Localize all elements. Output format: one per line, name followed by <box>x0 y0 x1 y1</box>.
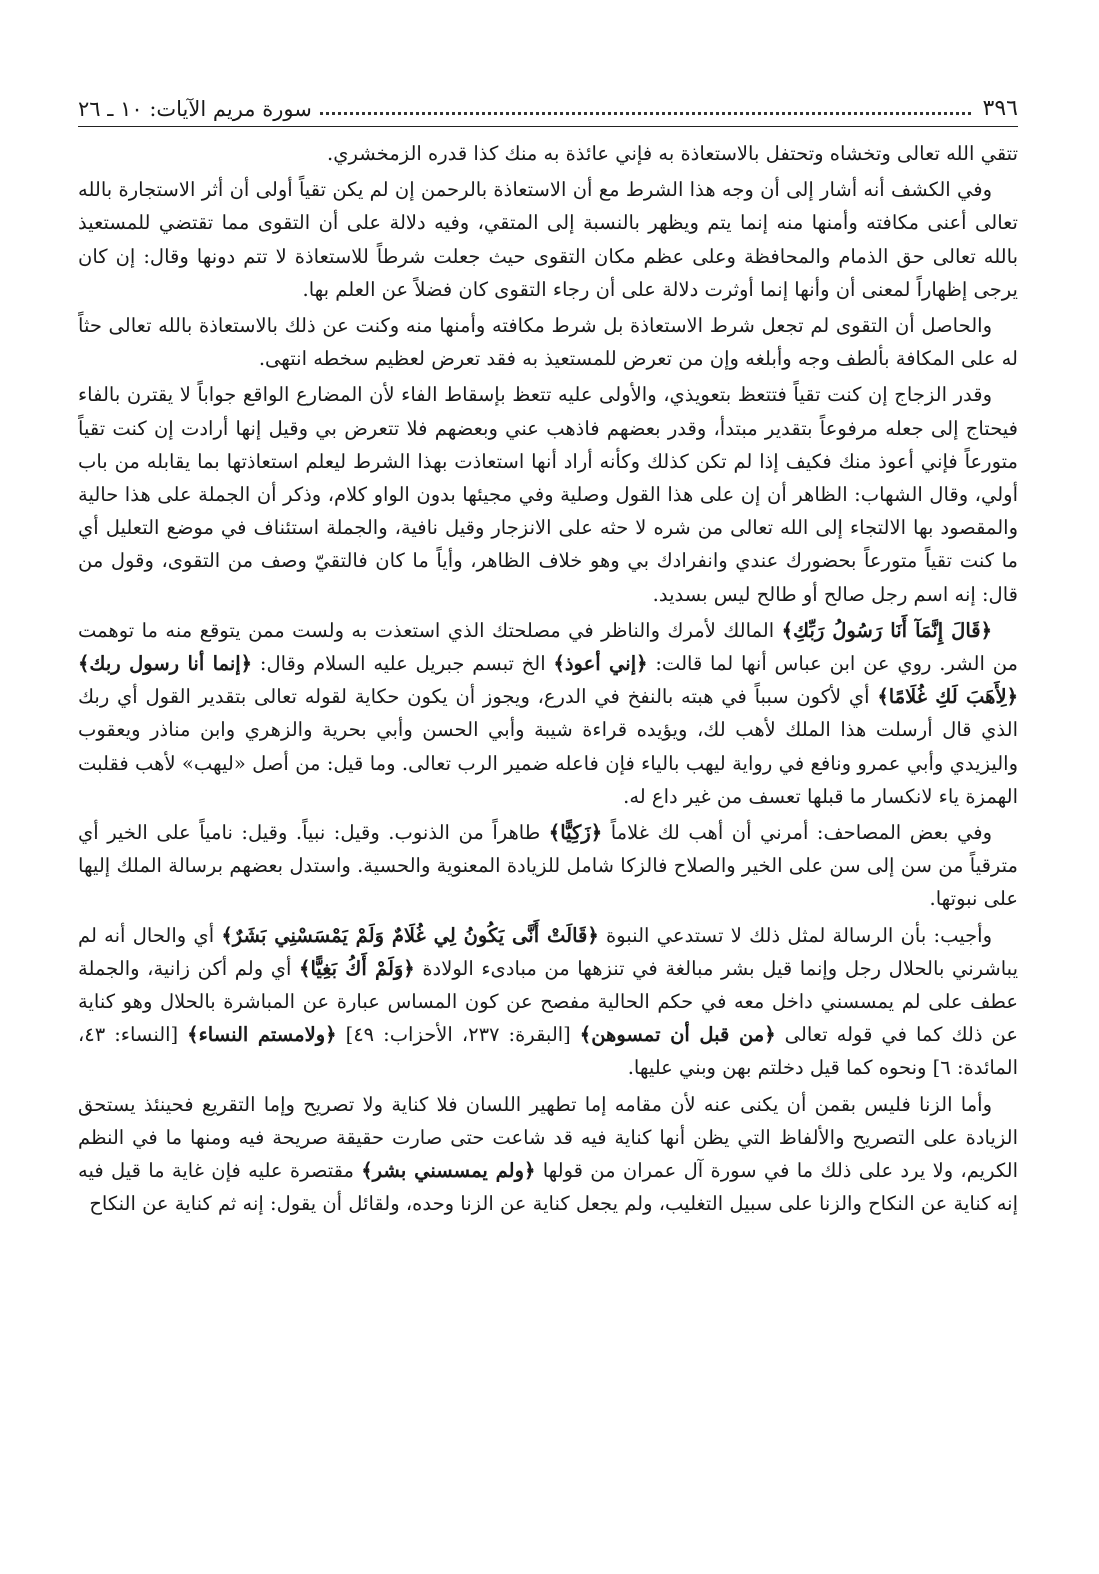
quran-quote: ﴿إنما أنا رسول ربك﴾ <box>78 652 253 676</box>
running-header <box>78 84 1018 120</box>
paragraph <box>78 919 1018 1085</box>
text-run: أي والحال أنه لم يباشرني بالحلال رجل وإنما قيل بشر مبالغة في تنزهها من مبادىء الولادة <box>78 923 1018 980</box>
paragraph <box>78 816 1018 916</box>
quran-quote: ﴿إني أعوذ﴾ <box>553 652 648 676</box>
text-run: المالك لأمرك والناظر في مصلحتك الذي استعذت به ولست ممن يتوقع منه ما توهمت من الشر. روي عن ابن عباس أنها لما قالت: <box>78 618 1018 676</box>
text-run: [النساء: ٤٣، المائدة: ٦] ونحوه كما قيل دخلتم بهن وبني عليها. <box>78 1023 1018 1080</box>
quran-quote: ﴿وَلَمْ أَكُ بَغِيًّا﴾ <box>299 956 415 980</box>
paragraph <box>78 378 1018 610</box>
text-run: [البقرة: ٢٣٧، الأحزاب: ٤٩] <box>336 1023 580 1047</box>
header-rule <box>78 126 1018 127</box>
page-number: ٣٩٦ <box>982 96 1018 121</box>
quran-quote: ﴿من قبل أن تمسوهن﴾ <box>579 1023 776 1047</box>
text-run: أي لأكون سبباً في هبته بالنفخ في الدرع، ويجوز أن يكون حكاية لقوله تعالى بتقدير القول أي ربك الذي قال أرسلت هذا الملك لأهب لك، ويؤيده قراءة شيبة وأبي الحسن وأبي بحرية والزهري وابن مناذر ويعقوب واليزيدي وأبي عمرو ونافع في رواية ليهب بالياء فإن فاعله ضمير الرب تعالى. وما قيل: من أصل «ليهب» لأهب فقلبت الهمزة ياء لانكسار ما قبلها تعسف من غير داع له. <box>78 685 1018 808</box>
book-page <box>78 84 1018 1554</box>
text-run: تتقي الله تعالى وتخشاه وتحتفل بالاستعاذة به فإني عائذة به منك كذا قدره الزمخشري. <box>327 142 1018 165</box>
quran-quote: ﴿قَالَتْ أَنَّى يَكُونُ لِي غُلَامٌ وَلَمْ يَمْسَسْنِي بَشَرٌ﴾ <box>221 923 599 947</box>
text-run: وقدر الزجاج إن كنت تقياً فتتعظ بتعويذي، والأولى عليه تتعظ بإسقاط الفاء لأن المضارع الواقع جواباً لا يقترن بالفاء فيحتاج إلى جعله مرفوعاً بتقدير مبتدأ، وقدر بعضهم فاذهب عني وبعضهم فلا تتعرض بي وقيل إنها أرادت إن كنت تقياً متورعاً فإني أعوذ منك فكيف إذا لم تكن كذلك وكأنه أراد أنها استعاذت بهذا الشرط ليعلم استعاذتها بما يقابله من باب أولي، وقال الشهاب: الظاهر أن إن على هذا القول وصلية وفي مجيئها بدون الواو كلام، وذكر أن الجملة على هذا حالية والمقصود بها الالتجاء إلى الله تعالى من شره لا حثه على الانزجار وقيل نافية، والجملة استئناف في موضع التعليل أي ما كنت تقياً متورعاً بحضورك عندي وانفرادك بي وهو خلاف الظاهر، وأياً ما كان فالتقيّ وصف من التقوى، وقول من قال: إنه اسم رجل صالح أو طالح ليس بسديد. <box>78 383 1018 606</box>
paragraph <box>78 173 1018 306</box>
text-run: وأما الزنا فليس بقمن أن يكنى عنه لأن مقامه إما تطهير اللسان فلا كناية ولا تصريح وإما التقريع فحينئذ يستحق الزيادة على التصريح والألفاظ التي يظن أنها كناية فيه قد شاعت حتى صارت حقيقة صريحة فيه ومنها ما في النظم الكريم، ولا يرد على ذلك ما في سورة آل عمران من قولها <box>78 1092 1018 1183</box>
text-run: مقتصرة عليه فإن غاية ما قيل فيه إنه كناية عن النكاح والزنا على سبيل التغليب، ولم يجعل كناية عن الزنا وحده، ولقائل أن يقول: إنه ثم كناية عن النكاح <box>78 1159 1018 1216</box>
text-run: الخ تبسم جبريل عليه السلام وقال: <box>252 652 554 676</box>
section-title: سورة مريم الآيات: ١٠ ـ ٢٦ <box>78 97 312 121</box>
text-run: أي ولم أكن زانية، والجملة عطف على لم يمسسني داخل معه في حكم الحالية مفصح عن كون المساس عبارة عن المباشرة بالحلال وهو كناية عن ذلك كما في قوله تعالى <box>78 956 1018 1047</box>
paragraph <box>78 1088 1018 1221</box>
paragraph <box>78 309 1018 375</box>
quran-quote: ﴿لِأَهَبَ لَكِ غُلَامًا﴾ <box>877 685 1018 709</box>
text-run: والحاصل أن التقوى لم تجعل شرط الاستعاذة بل شرط مكافته وأمنها منه وكنت عن ذلك بالاستعاذة بالله تعالى حثاً له على المكافة بألطف وجه وأبلغه وإن من تعرض للمستعيذ به فقد تعرض لعظيم سخطه انتهى. <box>78 314 1018 371</box>
text-run: طاهراً من الذنوب. وقيل: نبياً. وقيل: نامياً على الخير أي مترقياً من سن إلى سن على الخير والصلاح فالزكا شامل للزيادة المعنوية والحسية. واستدل بعضهم برسالة الملك إليها على نبوتها. <box>78 821 1018 911</box>
text-run: وفي الكشف أنه أشار إلى أن وجه هذا الشرط مع أن الاستعاذة بالرحمن إن لم يكن تقياً أولى أن أثر الاستجارة بالله تعالى أعنى مكافته وأمنها منه إنما يتم ويظهر بالنسبة إلى المتقي، وفيه دلالة على أن التقوى مما تقتضي للمستعيذ بالله تعالى حق الذمام والمحافظة وعلى عظم مكان التقوى حيث جعلت شرطاً للاستعاذة لا تتم دونها وقال: إن كان يرجى إظهاراً لمعنى أن وأنها إنما أوثرت دلالة على أن رجاء التقوى كان فضلاً عن العلم بها. <box>78 178 1018 301</box>
quran-quote: ﴿ولم يمسسني بشر﴾ <box>361 1159 536 1183</box>
dotted-leader <box>320 112 971 115</box>
header-right <box>312 98 1018 120</box>
quran-quote: ﴿زَكِيًّا﴾ <box>548 821 603 845</box>
paragraph <box>78 614 1018 813</box>
text-run: وفي بعض المصاحف: أمرني أن أهب لك غلاماً <box>602 821 992 845</box>
text-run: وأجيب: بأن الرسالة لمثل ذلك لا تستدعي النبوة <box>598 923 993 947</box>
quran-quote: ﴿قَالَ إِنَّمَآ أَنَا رَسُولُ رَبِّكِ﴾ <box>781 618 993 642</box>
quran-quote: ﴿ولامستم النساء﴾ <box>187 1023 337 1047</box>
body-text <box>78 137 1018 1221</box>
paragraph <box>78 137 1018 170</box>
